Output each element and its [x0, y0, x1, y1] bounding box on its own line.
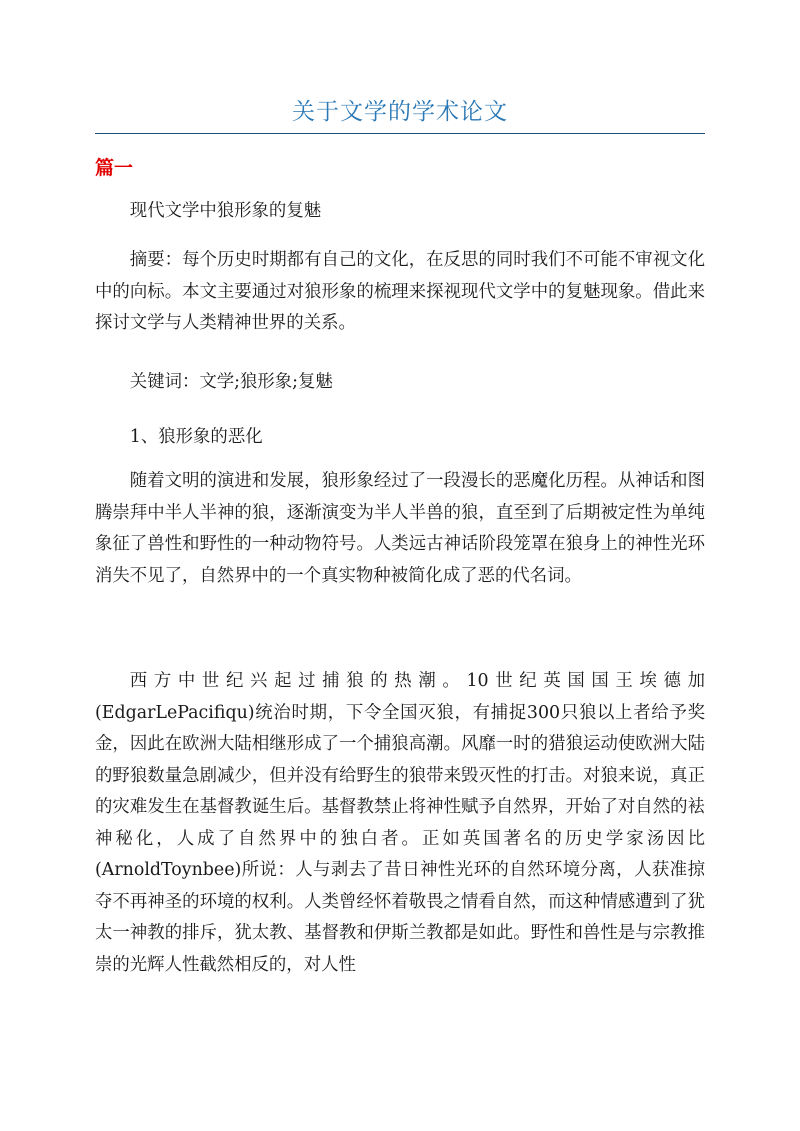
- paper-title: 现代文学中狼形象的复魅: [129, 201, 322, 221]
- document-title: 关于文学的学术论文: [292, 99, 508, 125]
- abstract-paragraph: 摘要：每个历史时期都有自己的文化，在反思的同时我们不可能不审视文化中的向标。本文主要通过对狼形象的梳理来探视现代文学中的复魅现象。借此来探讨文学与人类精神世界的关系。: [95, 250, 705, 333]
- body-paragraph-1: 随着文明的演进和发展，狼形象经过了一段漫长的恶魔化历程。从神话和图腾崇拜中半人半神的狼，逐渐演变为半人半兽的狼，直至到了后期被定性为单纯象征了兽性和野性的一种动物符号。人类远古神话阶段笼罩在狼身上的神性光环消失不见了，自然界中的一个真实物种被简化成了恶的代名词。: [95, 471, 705, 586]
- section-1-heading: 1、狼形象的恶化: [129, 427, 263, 447]
- body-paragraph-2: 西方中世纪兴起过捕狼的热潮。10世纪英国国王埃德加(EdgarLePacifiqu)统治时期，下令全国灭狼，有捕捉300只狼以上者给予奖金，因此在欧洲大陆相继形成了一个捕狼高潮。风靡一时的猎狼运动使欧洲大陆的野狼数量急剧减少，但并没有给野生的狼带来毁灭性的打击。对狼来说，真正的灾难发生在基督教诞生后。基督教禁止将神性赋予自然界，开始了对自然的袪神秘化，人成了自然界中的独白者。正如英国著名的历史学家汤因比(ArnoldToynbee)所说：人与剥去了昔日神性光环的自然环境分离，人获准掠夺不再神圣的环境的权利。人类曾经怀着敬畏之情看自然，而这种情感遭到了犹太一神教的排斥，犹太教、基督教和伊斯兰教都是如此。野性和兽性是与宗教推崇的光辉人性截然相反的，对人性: [95, 671, 705, 975]
- keywords-line: 关键词：文学;狼形象;复魅: [129, 372, 333, 392]
- section-heading: 篇一: [95, 157, 134, 179]
- title-divider: [95, 133, 705, 134]
